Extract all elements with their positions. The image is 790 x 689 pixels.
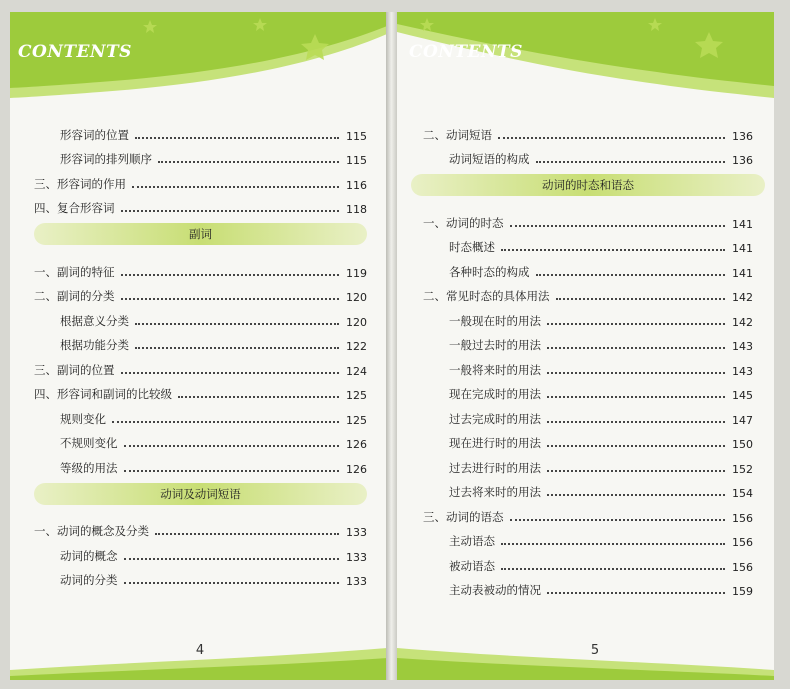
toc-entry[interactable] <box>34 378 367 403</box>
toc-page-number: 136 <box>732 129 753 143</box>
toc-entry-title: 不规则变化 <box>60 436 118 450</box>
dot-leader <box>155 533 339 535</box>
toc-entry-title: 动词短语的构成 <box>449 152 530 166</box>
toc-page-number: 159 <box>732 585 753 598</box>
toc-page-number: 141 <box>732 242 753 255</box>
toc-page-number: 124 <box>346 364 367 378</box>
toc-entry[interactable] <box>423 476 753 501</box>
toc-entry[interactable] <box>34 564 367 589</box>
dot-leader <box>135 137 339 139</box>
toc-entry-title: 现在完成时的用法 <box>449 387 541 401</box>
toc-entry-title: 一、动词的概念及分类 <box>34 524 149 538</box>
toc-page-number: 133 <box>346 526 367 539</box>
toc-entry-title: 规则变化 <box>60 411 106 426</box>
dot-leader <box>121 210 340 212</box>
toc-page-number: 118 <box>346 203 367 216</box>
toc-entry-title: 三、动词的语态 <box>423 509 504 524</box>
toc-entry-title: 主动语态 <box>449 534 495 548</box>
toc-page-number: 156 <box>732 511 753 525</box>
dot-leader <box>498 137 725 139</box>
toc-page-number: 156 <box>732 560 753 574</box>
toc-entry-title: 过去将来时的用法 <box>449 485 541 499</box>
toc-entry-title: 形容词的位置 <box>60 127 129 142</box>
toc-entry[interactable] <box>423 255 753 280</box>
toc-entry[interactable] <box>34 329 367 354</box>
toc-entry[interactable] <box>423 280 753 305</box>
dot-leader <box>178 396 339 398</box>
dot-leader <box>501 543 725 545</box>
dot-leader <box>547 323 725 325</box>
toc-entry-title: 各种时态的构成 <box>449 264 530 279</box>
toc-list <box>34 118 367 588</box>
toc-entry[interactable] <box>34 280 367 305</box>
toc-entry-title: 动词的分类 <box>60 573 118 587</box>
toc-entry-title: 一般将来时的用法 <box>449 362 541 377</box>
toc-entry-title: 主动表被动的情况 <box>449 583 541 597</box>
toc-page-number: 152 <box>732 462 753 476</box>
dot-leader <box>547 396 725 398</box>
toc-page-number: 116 <box>346 178 367 192</box>
toc-page-number: 126 <box>346 462 367 476</box>
dot-leader <box>124 445 340 447</box>
toc-entry-title: 根据意义分类 <box>60 313 129 328</box>
dot-leader <box>510 225 726 227</box>
toc-entry-title: 四、形容词和副词的比较级 <box>34 387 172 401</box>
toc-page-number: 115 <box>346 154 367 167</box>
toc-entry[interactable] <box>423 500 753 525</box>
toc-entry-title: 一般现在时的用法 <box>449 313 541 328</box>
toc-entry-title: 等级的用法 <box>60 460 118 475</box>
toc-list <box>423 118 753 598</box>
toc-entry[interactable] <box>34 515 367 540</box>
toc-entry-title: 二、动词短语 <box>423 127 492 142</box>
dot-leader <box>121 372 340 374</box>
toc-entry[interactable] <box>34 402 367 427</box>
toc-entry[interactable] <box>423 231 753 256</box>
toc-page-number: 120 <box>346 291 367 304</box>
toc-page-number: 136 <box>732 154 753 167</box>
dot-leader <box>124 470 340 472</box>
toc-entry-title: 现在进行时的用法 <box>449 436 541 450</box>
dot-leader <box>121 298 340 300</box>
left-page <box>10 12 387 680</box>
toc-page-number: 119 <box>346 266 367 280</box>
toc-page-number: 133 <box>346 550 367 564</box>
dot-leader <box>536 161 726 163</box>
toc-entry-title: 三、形容词的作用 <box>34 176 126 191</box>
toc-entry[interactable] <box>34 167 367 192</box>
toc-entry-title: 一般过去时的用法 <box>449 338 541 352</box>
toc-entry[interactable] <box>34 427 367 452</box>
toc-entry-title: 过去完成时的用法 <box>449 411 541 426</box>
toc-page-number: 120 <box>346 315 367 329</box>
toc-entry-title: 二、副词的分类 <box>34 289 115 303</box>
toc-entry[interactable] <box>34 143 367 168</box>
toc-entry[interactable] <box>423 427 753 452</box>
toc-entry[interactable] <box>34 353 367 378</box>
toc-page-number: 125 <box>346 389 367 402</box>
toc-page-number: 147 <box>732 413 753 427</box>
dot-leader <box>135 347 339 349</box>
toc-entry[interactable] <box>423 329 753 354</box>
toc-entry[interactable] <box>34 539 367 564</box>
dot-leader <box>501 568 725 570</box>
dot-leader <box>556 298 726 300</box>
toc-entry[interactable] <box>34 192 367 217</box>
toc-entry[interactable] <box>423 378 753 403</box>
dot-leader <box>124 582 340 584</box>
section-header: 副词 <box>34 223 367 245</box>
toc-entry-title: 一、动词的时态 <box>423 215 504 230</box>
toc-entry[interactable] <box>34 451 367 476</box>
dot-leader <box>547 592 725 594</box>
toc-page-number: 141 <box>732 266 753 280</box>
dot-leader <box>124 558 340 560</box>
toc-entry[interactable] <box>34 118 367 143</box>
toc-entry[interactable] <box>423 402 753 427</box>
section-header: 动词及动词短语 <box>34 483 367 505</box>
toc-entry[interactable] <box>423 206 753 231</box>
toc-entry-title: 四、复合形容词 <box>34 201 115 215</box>
toc-page-number: 156 <box>732 536 753 549</box>
toc-entry-title: 动词的概念 <box>60 548 118 563</box>
dot-leader <box>121 274 340 276</box>
toc-entry[interactable] <box>423 574 753 599</box>
toc-entry[interactable] <box>423 304 753 329</box>
toc-page-number: 143 <box>732 340 753 353</box>
toc-page-number: 115 <box>346 129 367 143</box>
toc-page-number: 143 <box>732 364 753 378</box>
contents-title: CONTENTS <box>18 42 132 62</box>
dot-leader <box>547 470 725 472</box>
page-number: 5 <box>590 643 600 658</box>
toc-page-number: 141 <box>732 217 753 231</box>
toc-page-number: 154 <box>732 487 753 500</box>
dot-leader <box>135 323 339 325</box>
toc-entry[interactable] <box>34 304 367 329</box>
toc-entry-title: 二、常见时态的具体用法 <box>423 289 550 303</box>
toc-entry[interactable] <box>423 118 753 143</box>
toc-entry-title: 时态概述 <box>449 240 495 254</box>
dot-leader <box>547 347 725 349</box>
dot-leader <box>536 274 726 276</box>
dot-leader <box>501 249 725 251</box>
toc-entry-title: 被动语态 <box>449 558 495 573</box>
section-header: 动词的时态和语态 <box>411 174 765 196</box>
page-number: 4 <box>195 643 205 658</box>
toc-page-number: 125 <box>346 413 367 427</box>
toc-page-number: 145 <box>732 389 753 402</box>
dot-leader <box>547 494 725 496</box>
toc-entry-title: 一、副词的特征 <box>34 264 115 279</box>
toc-entry-title: 形容词的排列顺序 <box>60 152 152 166</box>
contents-title: CONTENTS <box>409 42 523 62</box>
toc-entry-title: 过去进行时的用法 <box>449 460 541 475</box>
toc-entry[interactable] <box>423 451 753 476</box>
toc-entry[interactable] <box>423 525 753 550</box>
dot-leader <box>547 421 725 423</box>
toc-page-number: 142 <box>732 291 753 304</box>
toc-entry[interactable] <box>423 549 753 574</box>
dot-leader <box>547 372 725 374</box>
toc-entry[interactable] <box>423 353 753 378</box>
toc-page-number: 122 <box>346 340 367 353</box>
right-page <box>397 12 774 680</box>
toc-entry-title: 三、副词的位置 <box>34 362 115 377</box>
toc-entry[interactable] <box>423 143 753 168</box>
dot-leader <box>158 161 339 163</box>
toc-page-number: 150 <box>732 438 753 451</box>
dot-leader <box>510 519 726 521</box>
dot-leader <box>132 186 339 188</box>
toc-entry-title: 根据功能分类 <box>60 338 129 352</box>
dot-leader <box>112 421 339 423</box>
dot-leader <box>547 445 725 447</box>
toc-page-number: 133 <box>346 575 367 588</box>
toc-page-number: 142 <box>732 315 753 329</box>
toc-entry[interactable] <box>34 255 367 280</box>
toc-page-number: 126 <box>346 438 367 451</box>
